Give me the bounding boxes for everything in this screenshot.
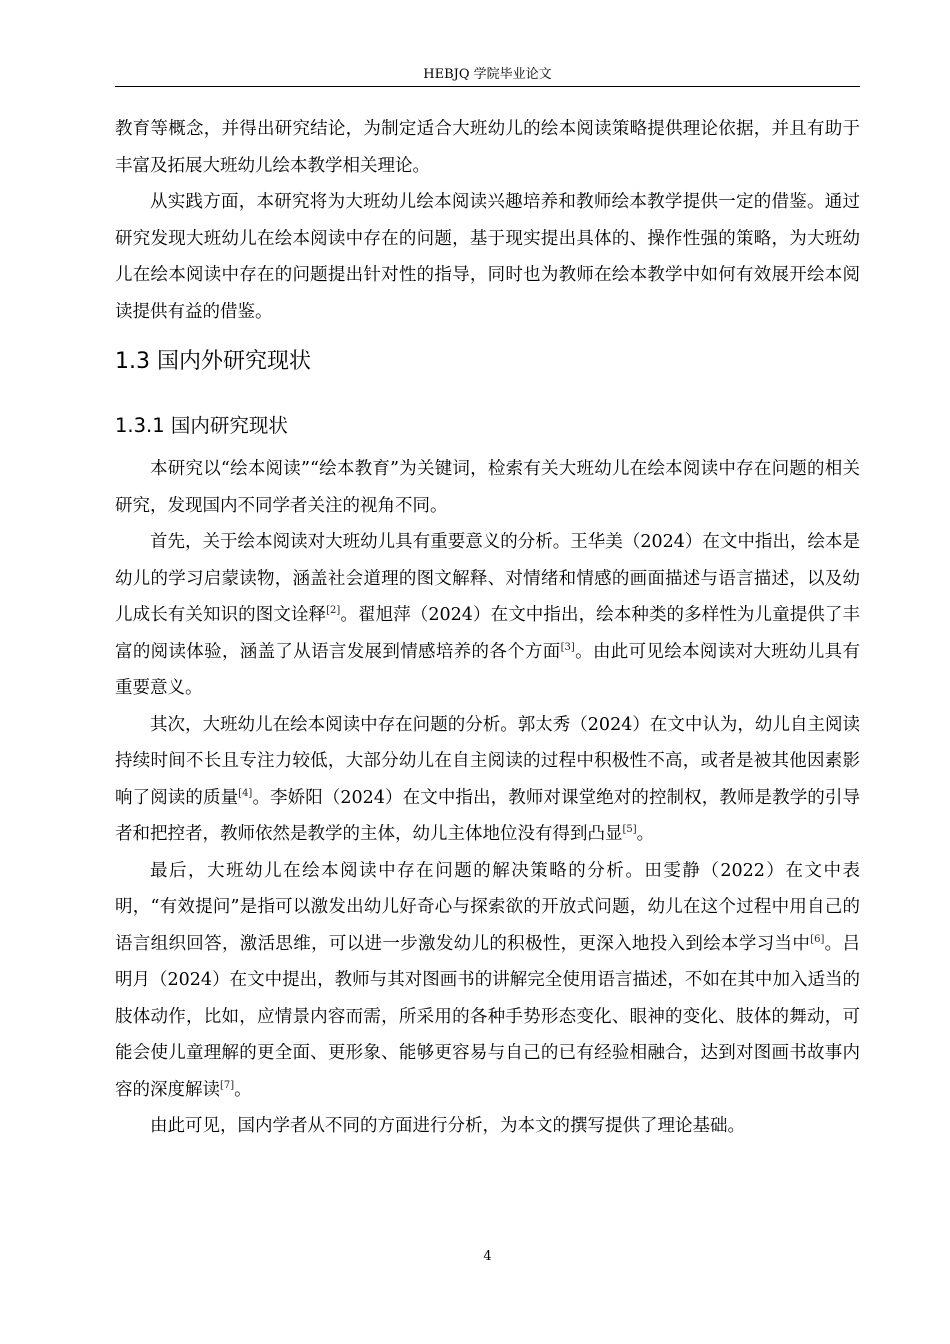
citation-ref[interactable]: [6] [810,933,825,945]
citation-ref[interactable]: [2] [326,605,341,616]
running-header: HEBJQ 学院毕业论文 [423,67,552,82]
page-number: 4 [483,1249,492,1264]
citation-ref[interactable]: [5] [622,824,637,835]
citation-ref[interactable]: [7] [220,1079,235,1091]
paragraph-practice: 从实践方面，本研究将为大班幼儿绘本阅读兴趣培养和教师绘本教学提供一定的借鉴。通过研究发现大班幼儿在绘本阅读中存在的问题，基于现实提出具体的、操作性强的策略，为大班幼儿在绘本阅读中存在的问题提出针对性的指导，同时也为教师在绘本教学中如何有效展开绘本阅读提供有益的借鉴。 [115,192,860,322]
paragraph-text: 。 [234,1079,252,1100]
paragraph-conclusion: 由此可见，国内学者从不同的方面进行分析，为本文的撰写提供了理论基础。 [150,1116,745,1136]
paragraph-text: 。翟旭萍（2024）在文中指出，绘本种类的多样性为儿童提供了丰富的阅读体验，涵盖了从语言发展到情感培养的各个方面 [115,605,860,662]
paragraph-second [115,707,860,853]
paragraph-text: 首先，关于绘本阅读对大班幼儿具有重要意义的分析。王华美（2024）在文中指出，绘本是幼儿的学习启蒙读物，涵盖社会道理的图文解释、对情绪和情感的画面描述与语言描述，以及幼儿成长有关知识的图文诠释 [115,532,860,625]
paragraph-first [115,524,860,707]
paragraph-intro-continuation: 教育等概念，并得出研究结论，为制定适合大班幼儿的绘本阅读策略提供理论依据，并且有助于丰富及拓展大班幼儿绘本教学相关理论。 [115,119,860,176]
paragraph-text: 最后，大班幼儿在绘本阅读中存在问题的解决策略的分析。田雯静（2022）在文中表明，“有效提问”是指可以激发出幼儿好奇心与探索欲的开放式问题，幼儿在这个过程中用自己的语言组织回答，激活思维，可以进一步激发幼儿的积极性，更深入地投入到绘本学习当中 [115,860,860,954]
paragraph-text: 。 [636,824,655,844]
section-heading: 1.3 国内外研究现状 [115,349,311,374]
paragraph-text: 其次，大班幼儿在绘本阅读中存在问题的分析。郭太秀（2024）在文中认为，幼儿自主阅读持续时间不长且专注力较低，大部分幼儿在自主阅读的过程中积极性不高，或者是被其他因素影响了阅读的质量 [115,714,860,808]
header-rule [115,86,860,87]
page-body [115,111,860,1145]
subsection-heading: 1.3.1 国内研究现状 [115,414,288,437]
paragraph-text: 。吕明月（2024）在文中提出，教师与其对图画书的讲解完全使用语言描述，不如在其中加入适当的肢体动作，比如，应情景内容而需，所采用的各种手势形态变化、眼神的变化、肢体的舞动，可能会使儿童理解的更全面、更形象、能够更容易与自己的已有经验相融合，达到对图画书故事内容的深度解读 [115,933,861,1100]
paragraph-third [115,853,860,1109]
citation-ref[interactable]: [4] [238,787,253,799]
paragraph-keywords: 本研究以“绘本阅读”“绘本教育”为关键词，检索有关大班幼儿在绘本阅读中存在问题的相关研究，发现国内不同学者关注的视角不同。 [115,459,860,516]
paragraph-text: 。李娇阳（2024）在文中指出，教师对课堂绝对的控制权，教师是教学的引导者和把控者，教师依然是教学的主体，幼儿主体地位没有得到凸显 [115,787,860,844]
paragraph-text: 。由此可见绘本阅读对大班幼儿具有重要意义。 [115,641,860,698]
citation-ref[interactable]: [3] [560,641,575,653]
